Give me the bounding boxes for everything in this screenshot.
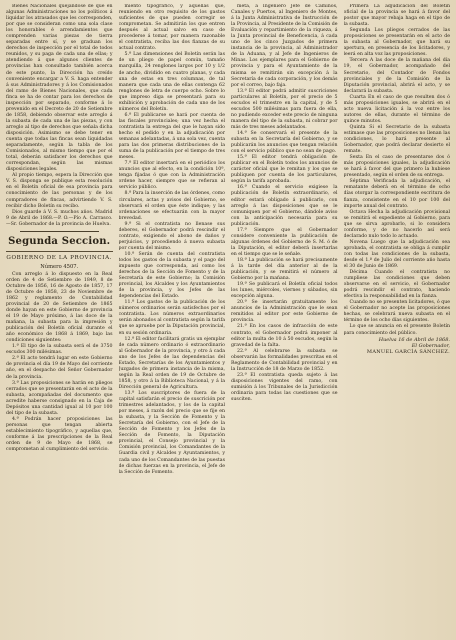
paragraph: 11.ª Los gastos de la publicación de los números ordinarios serán satisfechos por el contratista. Los números extraordinarios serán abonados al contratista según la tarifa que se apruebe por la Diputación provincial, en su sesión ordinaria. [118,300,225,336]
paragraph: 19.ª Se publicará el Boletín oficial todos los lunes, miércoles, viernes y sábados, sin excepción alguna. [231,282,338,300]
paragraph: 7.ª El editor insertará en el periódico los anuncios que al efecto, en la condición 10ª, tenga fijadas ó que con la Administración ordene hacer, siempre que se refieran al servicio público. [118,161,225,191]
paragraph: 10.ª Serán de cuenta del contratista todos los gastos de la subasta y el pago del impuesto que corresponda, así como los derechos de la Sección de Fomento y de la Secretaría de este Gobierno; la Comisión provincial, los Alcaldes y los Ayuntamientos de la provincia, y los Jefes de las dependencias del Estado. [118,251,225,300]
paragraph: Al propio tiempo, espera la Dirección que V. S. disponga se publique esta resolución en el Boletín oficial de esa provincia para conocimiento de las personas y de los compradores de fincas, advirtiendo V. S. recibir dicho Boletín su recibo. [6,173,113,209]
paragraph: Sexta En el caso de presentarse dos ó más proposiciones iguales, la adjudicación se hará á favor del que primero la hubiese presentado, según el orden de su entrega. [343,155,450,179]
paragraph: Cuando no se presenten licitadores, ó que el Gobernador no acepte las proposiciones hechas, se celebrará nueva subasta en el término de los ocho días siguientes. [343,300,450,324]
paragraph: 17.ª Siempre que el Gobernador considere conveniente la publicación de algunas órdenes del Gobierno de S. M. ó de la Diputación, el editor deberá insertarlas en el tiempo que se le señale. [231,227,338,257]
paragraph: 22.ª Al celebrarse la subasta se observarán las formalidades prescritas en el Reglamento de Contabilidad provincial y en la Instrucción de 18 de Marzo de 1852. [231,348,338,372]
paragraph: meta, á Ingeniero Jefe de Caminos, Canales y Puertos, al Ingeniero de Montes, á la Junta Administrativa de Instrucción de la Provincia, al Presidente de la Comisión de Evaluación y repartimiento de la riqueza, á la Junta provincial de Beneficencia, á cada uno de los cinco Juzgados de primera instancia de la provincia, al Administrador de la Aduana, y al Jefe de Ingenieros de Minas. Los ejemplares para el Gobierno de provincia y para el Ayuntamiento de la misma se remitirán sin excepción á la Secretaría de cada corporación, y los demás por el correo, bajo faja. [231,4,338,88]
paragraph: 3.ª Las proposiciones se harán en pliegos cerrados que se presentarán en el acto de la subasta, acompañadas del documento que acredite haberse consignado en la Caja de Depósitos una cantidad igual al 10 por 100 del tipo de la subasta. [6,380,113,416]
paragraph: 21.ª En los casos de infracción de este contrato, el Gobernador podrá imponer al editor la multa de 10 á 50 escudos, según la gravedad de la falta. [231,324,338,348]
paragraph: 2.ª El acto tendrá lugar en este Gobierno de provincia el día 19 de Mayo del corriente año, en el despacho del Señor Gobernador de la provincia. [6,356,113,380]
signer-name: MANUEL GARCÍA SÁNCHEZ. [366,349,450,356]
divider [6,251,113,252]
paragraph: Cuarta En el caso de que resulten dos ó más proposiciones iguales, se abrirá en el acto nueva licitación á la voz entre los autores de ellas, durante el término de quince minutos. [343,94,450,124]
paragraph: Dios guarde á V. S. muchos años. Madrid 9 de Abril de 1868.—P. O.—Pío A. Carrasco.—Sr. Gobernador de la provincia de Huelva. [6,209,113,227]
paragraph: 18.ª La publicación se hará precisamente á la tarde del día anterior al de la publicación, y se remitirá el número al Gobierno por la mañana. [231,257,338,282]
column-1 [6,4,113,634]
column-3 [231,4,338,634]
paragraph: 15.ª El editor tendrá obligación de publicar en el Boletín todos los anuncios de carácter oficial que le remitan y los que se publiquen por cuenta de los particulares, según la tarifa aprobada. [231,155,338,185]
paragraph: Décima Cuando el contratista no cumpliese las condiciones que deben observarse en el servicio, el Gobernador podrá rescindir el contrato, haciendo efectiva la responsabilidad en la fianza. [343,270,450,300]
section-subtitle: GOBIERNO DE LA PROVINCIA. [6,254,113,261]
paragraph: Con arreglo á lo dispuesto en la Real orden de 4 de Setiembre de 1849, 8 de Octubre de 1856, 16 de Agosto de 1857, 17 de Octubre de 1858, 23 de Noviembre de 1862 y reglamento de Contabilidad provincial de 20 de Setiembre de 1865 donde hayan en este Gobierno de provincia el 19 de Mayo próximo, á las doce de la mañana, la subasta para la impresión y publicación del Boletín oficial durante el año económico de 1868 á 1869, bajo las condiciones siguientes: [6,271,113,344]
paragraph: Bienes Nacionales quejándose de que en algunas Administraciones no los políticos á liquidar los atrasados que les corresponden, por que se consideran como una sola clase los honorables é arrendamientos que comprenden varias piezas de tierra separadas entre sí, y se graduan los derechos de inspección por el total de todos reunidos, y su paga de cada una de ellas; y atendiendo á que algunos clientes de provincias han consultado también acerca de este punto, la Dirección ha creído conveniente encargar a V. S. haga entender á sus Administradores y á los Comisionados del ramo de Bienes Nacionales, que cada finca se ha de contar para los derechos de inspección por separado, conforme á lo prevenido en el Decreto de 20 de Setiembre de 1858, debiendo observar este arreglo á la subasta de cada una de las piezas, y con arreglo al tipo de derechos que señala dicha disposición. Asimismo se debe tener en cuenta que todas las fincas sean liquidadas separadamente, según la tabla de los Comisionados, al mismo tiempo que por el total, deberán satisfacer los derechos que correspondan, según las mismas disposiciones legales. [6,4,113,173]
text-columns [6,4,450,634]
column-2 [119,4,226,634]
paragraph: 9.ª Si el contratista no llenase sus deberes, el Gobernador podrá rescindir el contrato, exigiendo el abono de daños y perjuicios, y procediendo á nueva subasta por cuenta del mismo. [118,221,225,251]
paragraph: 20.ª Se insertarán gratuitamente los anuncios de la Administración que le sean remitidos al editor por este Gobierno de provincia. [231,300,338,324]
signer-title: El Gobernador, [411,342,450,349]
paragraph: 23.ª El contratista queda sujeto á las disposiciones vigentes del ramo, con sumisión á los Tribunales de la Jurisdicción ordinaria para todas las cuestiones que se susciten. [231,372,338,403]
paragraph: Segunda Los pliegos cerrados de las proposiciones se presentarán en el acto de la subasta al Gobernador, que hará su apertura, en presencia de los licitadores, y leerá en alta voz las proposiciones. [343,28,450,58]
paragraph: Novena Luego que la adjudicación sea aprobada, el contratista se obliga á cumplir con todas las condiciones de la subasta, desde el 1.º de Julio del corriente año hasta el 30 de Junio de 1869. [343,239,450,270]
paragraph: 5.ª Las dimensiones del Boletín serán las de un pliego de papel común, tamaño marquilla, 24 renglones largos por 10 y 1/2 de ancho, dividido en cuatro planas, y cada una de estas en tres columnas, de tal manera que cada una de ellas contenga 62 renglones de letra de cuerpo ocho. Sobre lo que impreso diga se presentará para su exhibición y aprobación de cada uno de los números del Boletín. [118,52,225,112]
column-4 [344,4,451,634]
section-title: Segunda Seccion. [8,235,111,247]
paragraph: 12.ª El editor facilitará gratis un ejemplar de cada número ordinario ó extraordinario al Gobernador de la provincia, y otro á cada uno de los Jefes de las dependencias del Estado, Secretarías de los Ayuntamientos y Juzgados de primera instancia de la misma, según la Real orden de 19 de Octubre de 1858, y otro á la Biblioteca Nacional, y á la Dirección general de Agricultura. [118,336,225,390]
paragraph: Quinta Si el Secretario de la subasta estimase que las proposiciones no llenan las condiciones, lo hará presente al Gobernador, que podrá declarar desierto el remate. [343,124,450,155]
paragraph: 1.ª El tipo de la subasta será el de 3750 escudos 300 milésimas. [6,344,113,356]
paragraph: Primera La adjudicación del Boletín oficial de la provincia se hará á favor del postor que mayor rebaja haga en el tipo de la subasta. [343,4,450,28]
paragraph: 13.ª Los suscriptores de fuera de la capital satisfarán el precio de suscrición por trimestres adelantados, y los de la capital por meses, á razón del precio que se fije en la subasta, y la Sección de Fomento y la Secretaría del Gobierno, con el Jefe de la Sección de Fomento y los Jefes de la Sección de Fomento, la Diputación provincial, el Consejo provincial y la Comisión provincial, los Comandantes de la Guardia civil y Alcaldes y Ayuntamientos, y cada uno de los Comandantes de las puestas de dichas fuerzas en la provincia, el Jefe de la Sección de Fomento. [118,391,225,475]
paragraph: 16.ª Cuando el servicio exigiese la publicación de Boletín extraordinario, el editor estará obligado á publicarlo, con arreglo á las disposiciones que se le comuniquen por el Gobierno, dándole aviso con la anticipación necesaria para su publicación. [231,185,338,227]
paragraph: Octava Hecha la adjudicación provisional se remitirá el expediente al Gobierno, para que se sirva aprobarlo, si lo considera conforme, y de no hacerlo así será declarado nulo todo lo actuado. [343,209,450,239]
paragraph: 14.ª Se conservará el presente de la subasta en la Secretaría del Gobierno, y se publicarán los anuncios que tengan relación con el servicio público que no sean de pago. [231,130,338,155]
paragraph: 6.ª El publicarse se hará por cuenta de las fiscales provinciales; una vez hecha el contratista la entrega del que le hayan sido hecho el pedido y en la adjudicación por semanas adelantadas, á una sola vez, cuenta para las dos primeras distribuciones de la suma de la publicación por el tiempo de tres meses. [118,112,225,161]
paragraph: 4.ª Podrán hacer proposiciones las personas que tengan abierta establecimiento tipográfico, y aquellas que, conforme á las prescripciones de la Real orden de 9 de Mayo de 1868, se comprometan al cumplimiento del servicio. [6,416,113,453]
paragraph: 8.ª Para la inserción de las órdenes, como circulares, actas y avisos del Gobierno, se observará el orden que éste indique; y las ordenaciones se efectuarán con la mayor brevedad. [118,191,225,221]
divider [20,231,99,232]
paragraph: 13.ª El editor podrá admitir suscriciones particulares al Boletín, por el precio de 5 escudos el trimestre en la capital, y de 5 escudos 500 milésimas para fuera de ella, no pudiendo exceder este precio de ninguna manera del tipo de la subasta, ni cobrar por más de tres meses adelantados. [231,88,338,130]
paragraph: Tercera A las doce de la mañana del día 19, el Gobernador, acompañado del Secretario, del Contador de Fondos provinciales y de la Comisión de la Diputación provincial, abrirá el acto, y se declarará la subasta. [343,58,450,94]
paragraph: Séptima Verificada la adjudicación, el rematante deberá en el término de ocho días otorgar la correspondiente escritura de fianza, consistente en el 10 por 100 del importe anual del contrato. [343,179,450,209]
paragraph: Lo que se anuncia en el presente Boletín para conocimiento del público. [343,324,450,336]
notice-number: Número 4507. [40,263,79,270]
date-line: Huelva 16 de Abril de 1868. [378,336,450,343]
paragraph: miento tipográfico, y aquellas que, reuniendo en otro requisito de los gastos suficientes de que pueden corregir se comprometan. Se admitirán los que entren después al actual salvo en caso de procederse á tomar, por manera razonable el contratista, reciba las dos fianzas de su actual contrato. [118,4,225,52]
